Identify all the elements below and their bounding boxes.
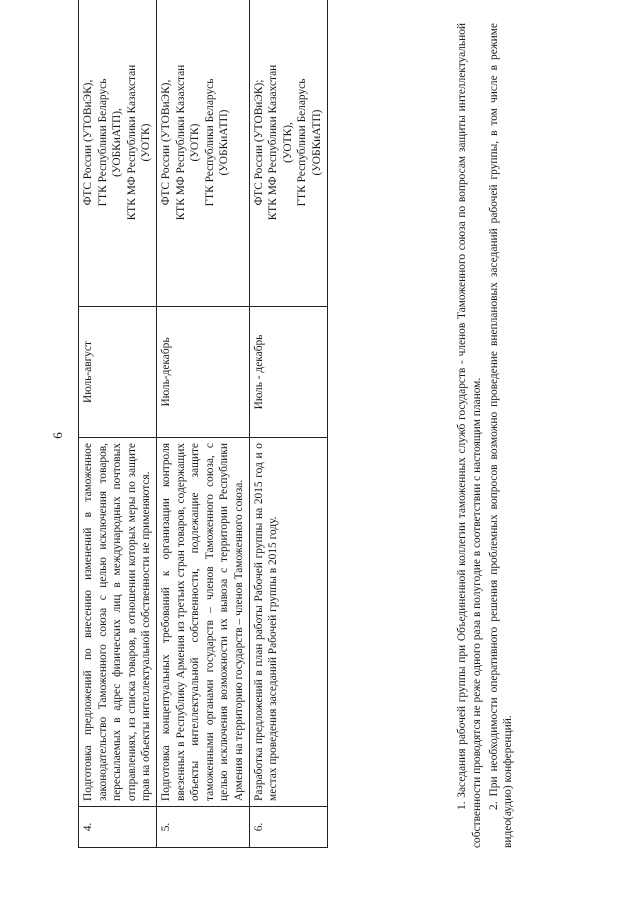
note-paragraph: 1. Заседания рабочей группы при Объединенной коллегии таможенных служб государств - членов Таможенного союза по вопросам защиты интеллектуальной собственности проводятся не реже одного раза в полугодие в соответствии с настоящим планом. [456, 23, 483, 848]
executor-line: КТК МФ Республики Казахстан [267, 64, 280, 221]
executors-cell [249, 0, 327, 307]
executor-line: ГТК Республики Беларусь [96, 78, 109, 207]
work-plan-table [78, 0, 328, 848]
executor-line: ГТК Республики Беларусь [203, 78, 216, 207]
executor-line: (УОТК) [189, 123, 202, 162]
table-row [156, 0, 249, 848]
note-paragraph: 2. При необходимости оперативного решения проблемных вопросов возможно проведение внеплановых заседаний рабочей группы, в том числе в режиме видео(аудио) конференций. [487, 23, 515, 848]
executor-line: КТК МФ Республики Казахстан [174, 64, 187, 221]
executor-line: (УОБКиАТП) [310, 109, 323, 176]
row-number: 6. [249, 807, 327, 848]
task-cell: Подготовка концептуальных требований к организации контроля ввезенных в Республику Армения из третьих стран товаров, содержащих объекты интеллектуальной собственности, подлежащие защите таможенными органами государств – членов Таможенного союза, с целью исключения возможности их вывоза с территории Республики Армения на территорию государств – членов Таможенного союза. [156, 438, 249, 807]
executor-line: ФТС России (УТОВиЭК), [159, 79, 172, 206]
term-cell: Июль - декабрь [249, 307, 327, 438]
table-row [249, 0, 327, 848]
task-cell: Подготовка предложений по внесению изменений в таможенное законодательство Таможенного союза с целью исключения товаров, пересылаемых в адрес физических лиц в международных почтовых отправлениях, из списка товаров, в отношении которых меры по защите прав на объекты интеллектуальной собственности не применяются. [79, 438, 157, 807]
notes-section [455, 23, 518, 848]
rotated-page [50, 23, 610, 848]
row-number: 4. [79, 807, 157, 848]
executor-line: ФТС России (УТОВиЭК); [252, 79, 265, 206]
executor-line: (УОТК), [281, 122, 294, 163]
executor-line: ФТС России (УТОВиЭК), [82, 79, 94, 206]
executors-cell [79, 0, 157, 307]
term-cell: Июль-август [79, 307, 157, 438]
executor-line: (УОБКиАТП), [111, 108, 124, 177]
table-row [79, 0, 157, 848]
page-number: 6 [50, 432, 65, 439]
executor-line: (УОТК) [140, 123, 153, 162]
row-number: 5. [156, 807, 249, 848]
executor-line: ГТК Республики Беларусь [296, 78, 309, 207]
executor-line: (УОБКиАТП) [218, 109, 231, 176]
task-cell: Разработка предложений в план работы Рабочей группы на 2015 год и о местах проведения заседаний Рабочей группы в 2015 году. [249, 438, 327, 807]
executor-line: КТК МФ Республики Казахстан [125, 64, 138, 221]
term-cell: Июль-декабрь [156, 307, 249, 438]
executors-cell [156, 0, 249, 307]
